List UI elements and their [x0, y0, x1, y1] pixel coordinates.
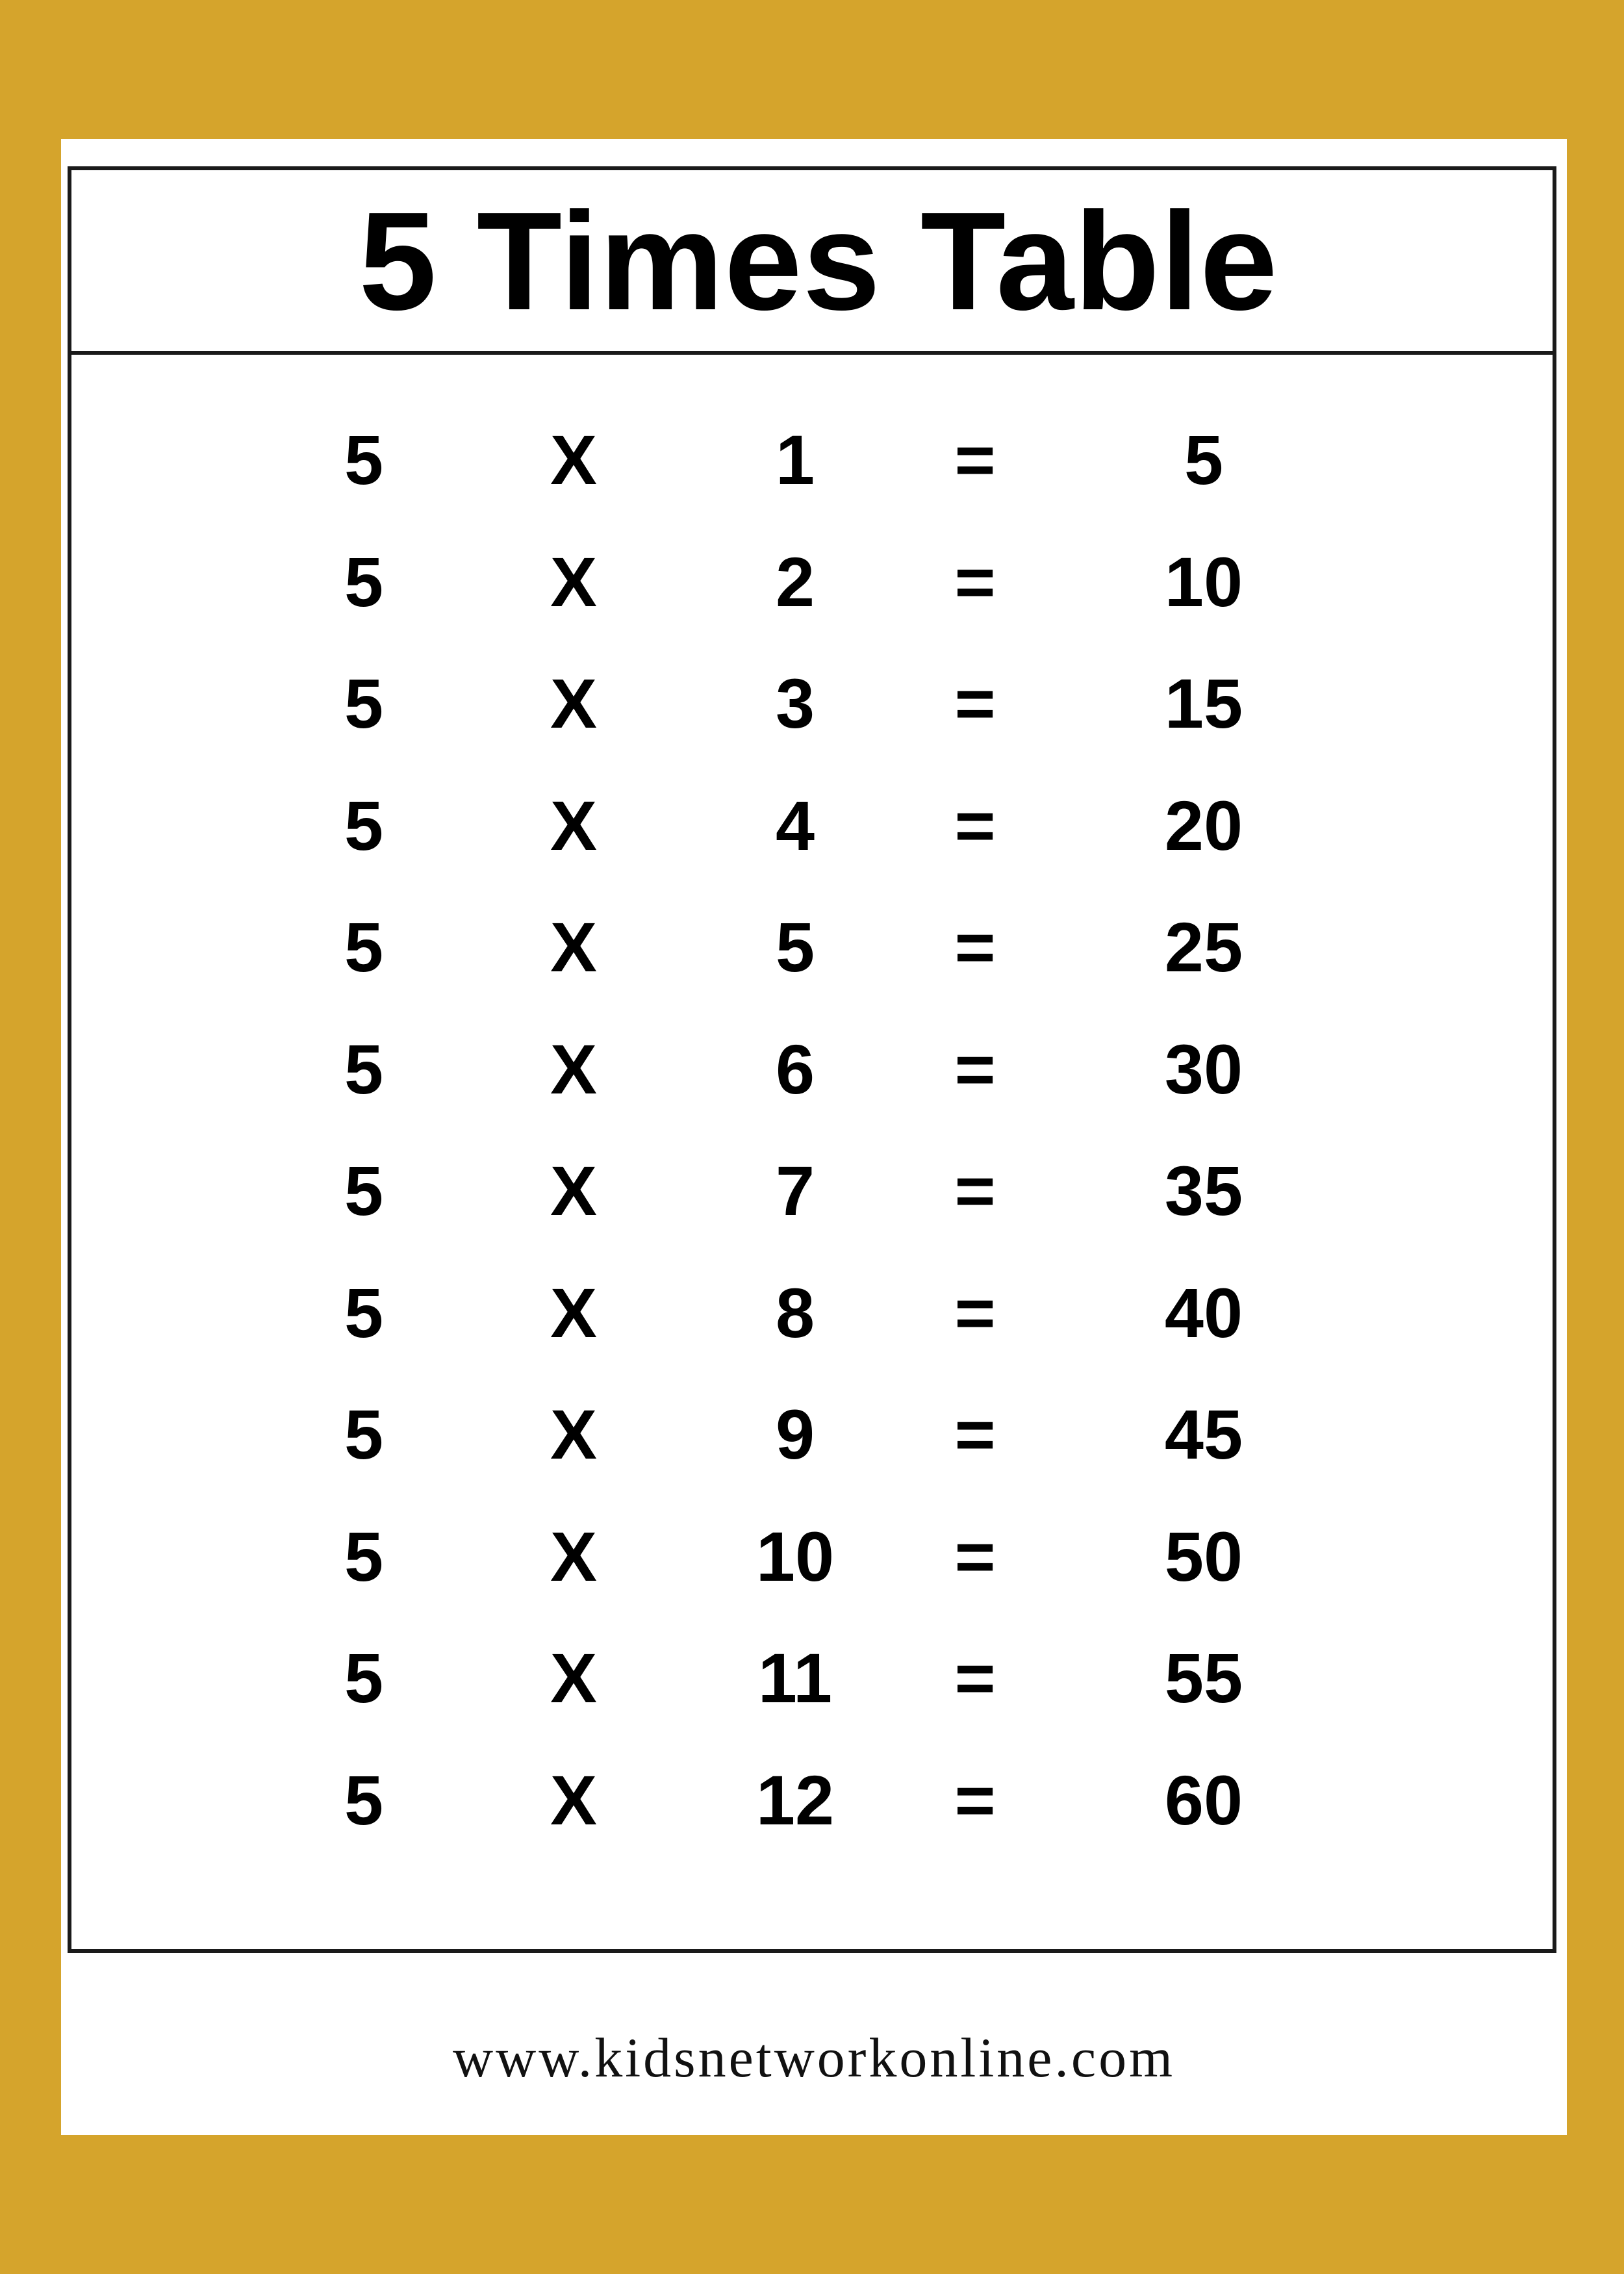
multiplier: 9 — [775, 1395, 815, 1474]
times-sign: X — [550, 1516, 598, 1596]
equals-sign: = — [954, 908, 996, 986]
multiplicand: 5 — [344, 1760, 384, 1839]
table-row — [71, 542, 1553, 669]
equals-sign: = — [954, 1029, 996, 1108]
equals-sign: = — [954, 1273, 996, 1352]
times-sign: X — [550, 1395, 598, 1474]
times-sign: X — [550, 1151, 598, 1230]
times-sign: X — [550, 1273, 598, 1352]
multiplier: 4 — [775, 786, 815, 865]
table-row — [71, 1760, 1553, 1887]
table-row — [71, 786, 1553, 913]
page-title: 5 Times Table — [359, 182, 1278, 339]
product: 40 — [1164, 1273, 1243, 1352]
times-sign: X — [550, 786, 598, 865]
product: 30 — [1164, 1029, 1243, 1108]
multiplier: 3 — [775, 664, 815, 743]
multiplier: 5 — [775, 908, 815, 986]
product: 5 — [1184, 420, 1224, 499]
multiplicand: 5 — [344, 1516, 384, 1596]
multiplicand: 5 — [344, 420, 384, 499]
times-sign: X — [550, 1029, 598, 1108]
table-row — [71, 664, 1553, 791]
product: 10 — [1164, 542, 1243, 621]
multiplier: 11 — [757, 1639, 833, 1717]
multiplier: 1 — [775, 420, 815, 499]
product: 55 — [1164, 1639, 1243, 1717]
table-row — [71, 1516, 1553, 1644]
multiplier: 7 — [775, 1151, 815, 1230]
times-sign: X — [550, 664, 598, 743]
product: 25 — [1164, 908, 1243, 986]
multiplier: 12 — [755, 1760, 835, 1839]
multiplicand: 5 — [344, 1639, 384, 1717]
equals-sign: = — [954, 1760, 996, 1839]
times-sign: X — [550, 908, 598, 986]
product: 20 — [1164, 786, 1243, 865]
equals-sign: = — [954, 1151, 996, 1230]
multiplier: 2 — [775, 542, 815, 621]
multiplicand: 5 — [344, 1395, 384, 1474]
equals-sign: = — [954, 786, 996, 865]
table-row — [71, 1639, 1553, 1765]
times-sign: X — [550, 420, 598, 499]
multiplicand: 5 — [344, 542, 384, 621]
equals-sign: = — [954, 420, 996, 499]
equals-sign: = — [954, 1395, 996, 1474]
multiplicand: 5 — [344, 1273, 384, 1352]
worksheet-sheet — [61, 139, 1567, 2135]
product: 35 — [1164, 1151, 1243, 1230]
product: 50 — [1164, 1516, 1243, 1596]
multiplier: 6 — [775, 1029, 815, 1108]
multiplicand: 5 — [344, 1029, 384, 1108]
equals-sign: = — [954, 1639, 996, 1717]
times-sign: X — [550, 542, 598, 621]
multiplicand: 5 — [344, 664, 384, 743]
table-row — [71, 1151, 1553, 1278]
table-row — [71, 1029, 1553, 1156]
times-sign: X — [550, 1760, 598, 1839]
title-box — [71, 170, 1553, 355]
multiplier: 10 — [755, 1516, 835, 1596]
product: 45 — [1164, 1395, 1243, 1474]
table-row — [71, 1273, 1553, 1400]
multiplicand: 5 — [344, 1151, 384, 1230]
equals-sign: = — [954, 542, 996, 621]
table-frame — [68, 166, 1556, 1953]
equals-sign: = — [954, 664, 996, 743]
multiplier: 8 — [775, 1273, 815, 1352]
table-row — [71, 420, 1553, 547]
table-row — [71, 1395, 1553, 1522]
multiplicand: 5 — [344, 786, 384, 865]
times-table-rows — [71, 420, 1553, 1887]
product: 60 — [1164, 1760, 1243, 1839]
table-row — [71, 908, 1553, 1034]
multiplicand: 5 — [344, 908, 384, 986]
footer-url: www.kidsnetworkonline.com — [453, 2026, 1175, 2089]
equals-sign: = — [954, 1516, 996, 1596]
product: 15 — [1164, 664, 1243, 743]
times-sign: X — [550, 1639, 598, 1717]
